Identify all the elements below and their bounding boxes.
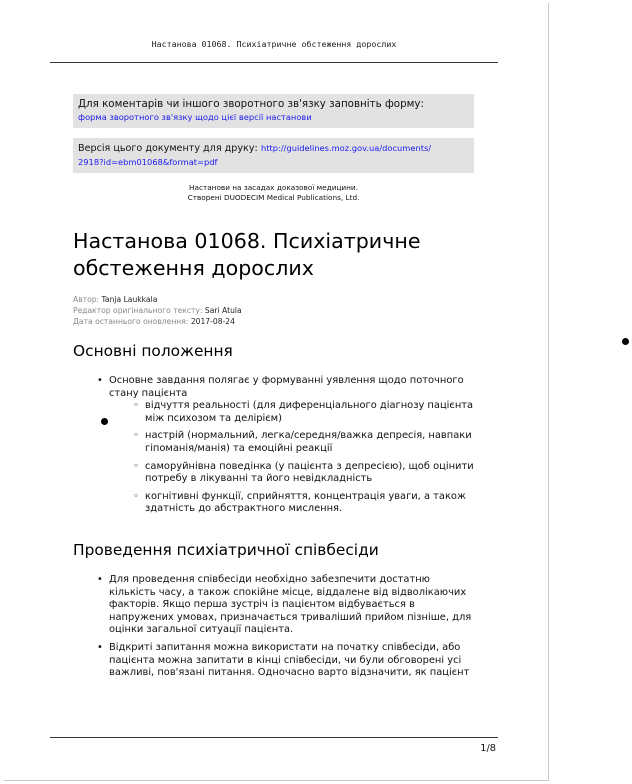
author-row bbox=[73, 294, 242, 305]
document-title bbox=[73, 228, 493, 282]
feedback-box bbox=[73, 94, 474, 128]
section-heading-key-points: Основні положення bbox=[73, 342, 233, 360]
key-points-list bbox=[97, 375, 477, 521]
list-item: • Відкриті запитання можна використати на початку співбесіди, або пацієнта можна запитати в кінці співбесіди, чи були обговорені усі важливі, пов'язані питання. Одночасно варто відзначити, як пацієнт bbox=[97, 642, 477, 680]
author-value: Tanja Laukkala bbox=[101, 295, 158, 304]
page-number: 1/8 bbox=[480, 743, 496, 754]
editor-value: Sari Atula bbox=[204, 306, 242, 316]
print-version-label: Версія цього документу для друку: bbox=[78, 143, 258, 154]
updated-row bbox=[73, 316, 242, 327]
document-metadata bbox=[73, 294, 242, 328]
print-version-link-part2[interactable]: 2918?id=ebm01068&format=pdf bbox=[78, 157, 218, 167]
publisher-note-line2: Створені DUODECIM Medical Publications, Ltd. bbox=[187, 193, 360, 202]
document-title-line2: обстеження дорослих bbox=[73, 256, 314, 280]
sub-list bbox=[109, 400, 477, 516]
publisher-note bbox=[73, 183, 474, 203]
author-label: Автор: bbox=[73, 295, 100, 304]
header-divider bbox=[50, 62, 498, 63]
print-version-link-part1[interactable]: http://guidelines.moz.gov.ua/documents/ bbox=[261, 143, 432, 153]
editor-label: Редактор оригінального тексту: bbox=[73, 306, 203, 316]
editor-row bbox=[73, 305, 242, 316]
interview-list bbox=[97, 574, 477, 685]
feedback-label: Для коментарів чи іншого зворотного зв'язку заповніть форму: bbox=[78, 98, 424, 110]
list-item-text: Основне завдання полягає у формуванні уявлення щодо поточного стану пацієнта bbox=[109, 375, 464, 399]
sub-list-item: ◦ когнітивні функції, сприйняття, концентрація уваги, а також здатність до абстрактного мислення. bbox=[133, 491, 477, 516]
cursor-dot-icon bbox=[622, 338, 629, 345]
footer-divider bbox=[50, 737, 498, 738]
sub-list-item: ◦ саморуйнівна поведінка (у пацієнта з депресією), щоб оцінити потребу в лікуванні та його невідкладність bbox=[133, 461, 477, 486]
feedback-form-link[interactable]: форма зворотного зв'язку щодо цієї версії настанови bbox=[78, 112, 312, 122]
print-version-box bbox=[73, 138, 474, 173]
publisher-note-line1: Настанови на засадах доказової медицини. bbox=[188, 183, 358, 192]
sub-list-item: ◦ настрій (нормальний, легка/середня/важка депресія, навпаки гіпоманія/манія) та емоційні реакції bbox=[133, 430, 477, 455]
running-header: Настанова 01068. Психіатричне обстеження дорослих bbox=[151, 39, 397, 49]
document-title-line1: Настанова 01068. Психіатричне bbox=[73, 229, 421, 253]
list-item: • Для проведення співбесіди необхідно забезпечити достатню кількість часу, а також спокійне місце, віддалене від відволікаючих факторів. Якщо перша зустріч із пацієнтом відбувається в напружених умовах, призначається триваліший прийом пізніше, для оцінки загальної ситуації пацієнта. bbox=[97, 574, 477, 637]
section-heading-interview: Проведення психіатричної співбесіди bbox=[73, 541, 379, 559]
sub-list-item: ◦ відчуття реальності (для диференціального діагнозу пацієнта між психозом та делірієм) bbox=[133, 400, 477, 425]
document-page bbox=[4, 3, 549, 781]
cursor-dot-icon bbox=[101, 418, 108, 425]
updated-value: 2017-08-24 bbox=[190, 317, 235, 327]
list-item bbox=[97, 375, 477, 516]
updated-label: Дата останнього оновлення: bbox=[73, 317, 189, 327]
